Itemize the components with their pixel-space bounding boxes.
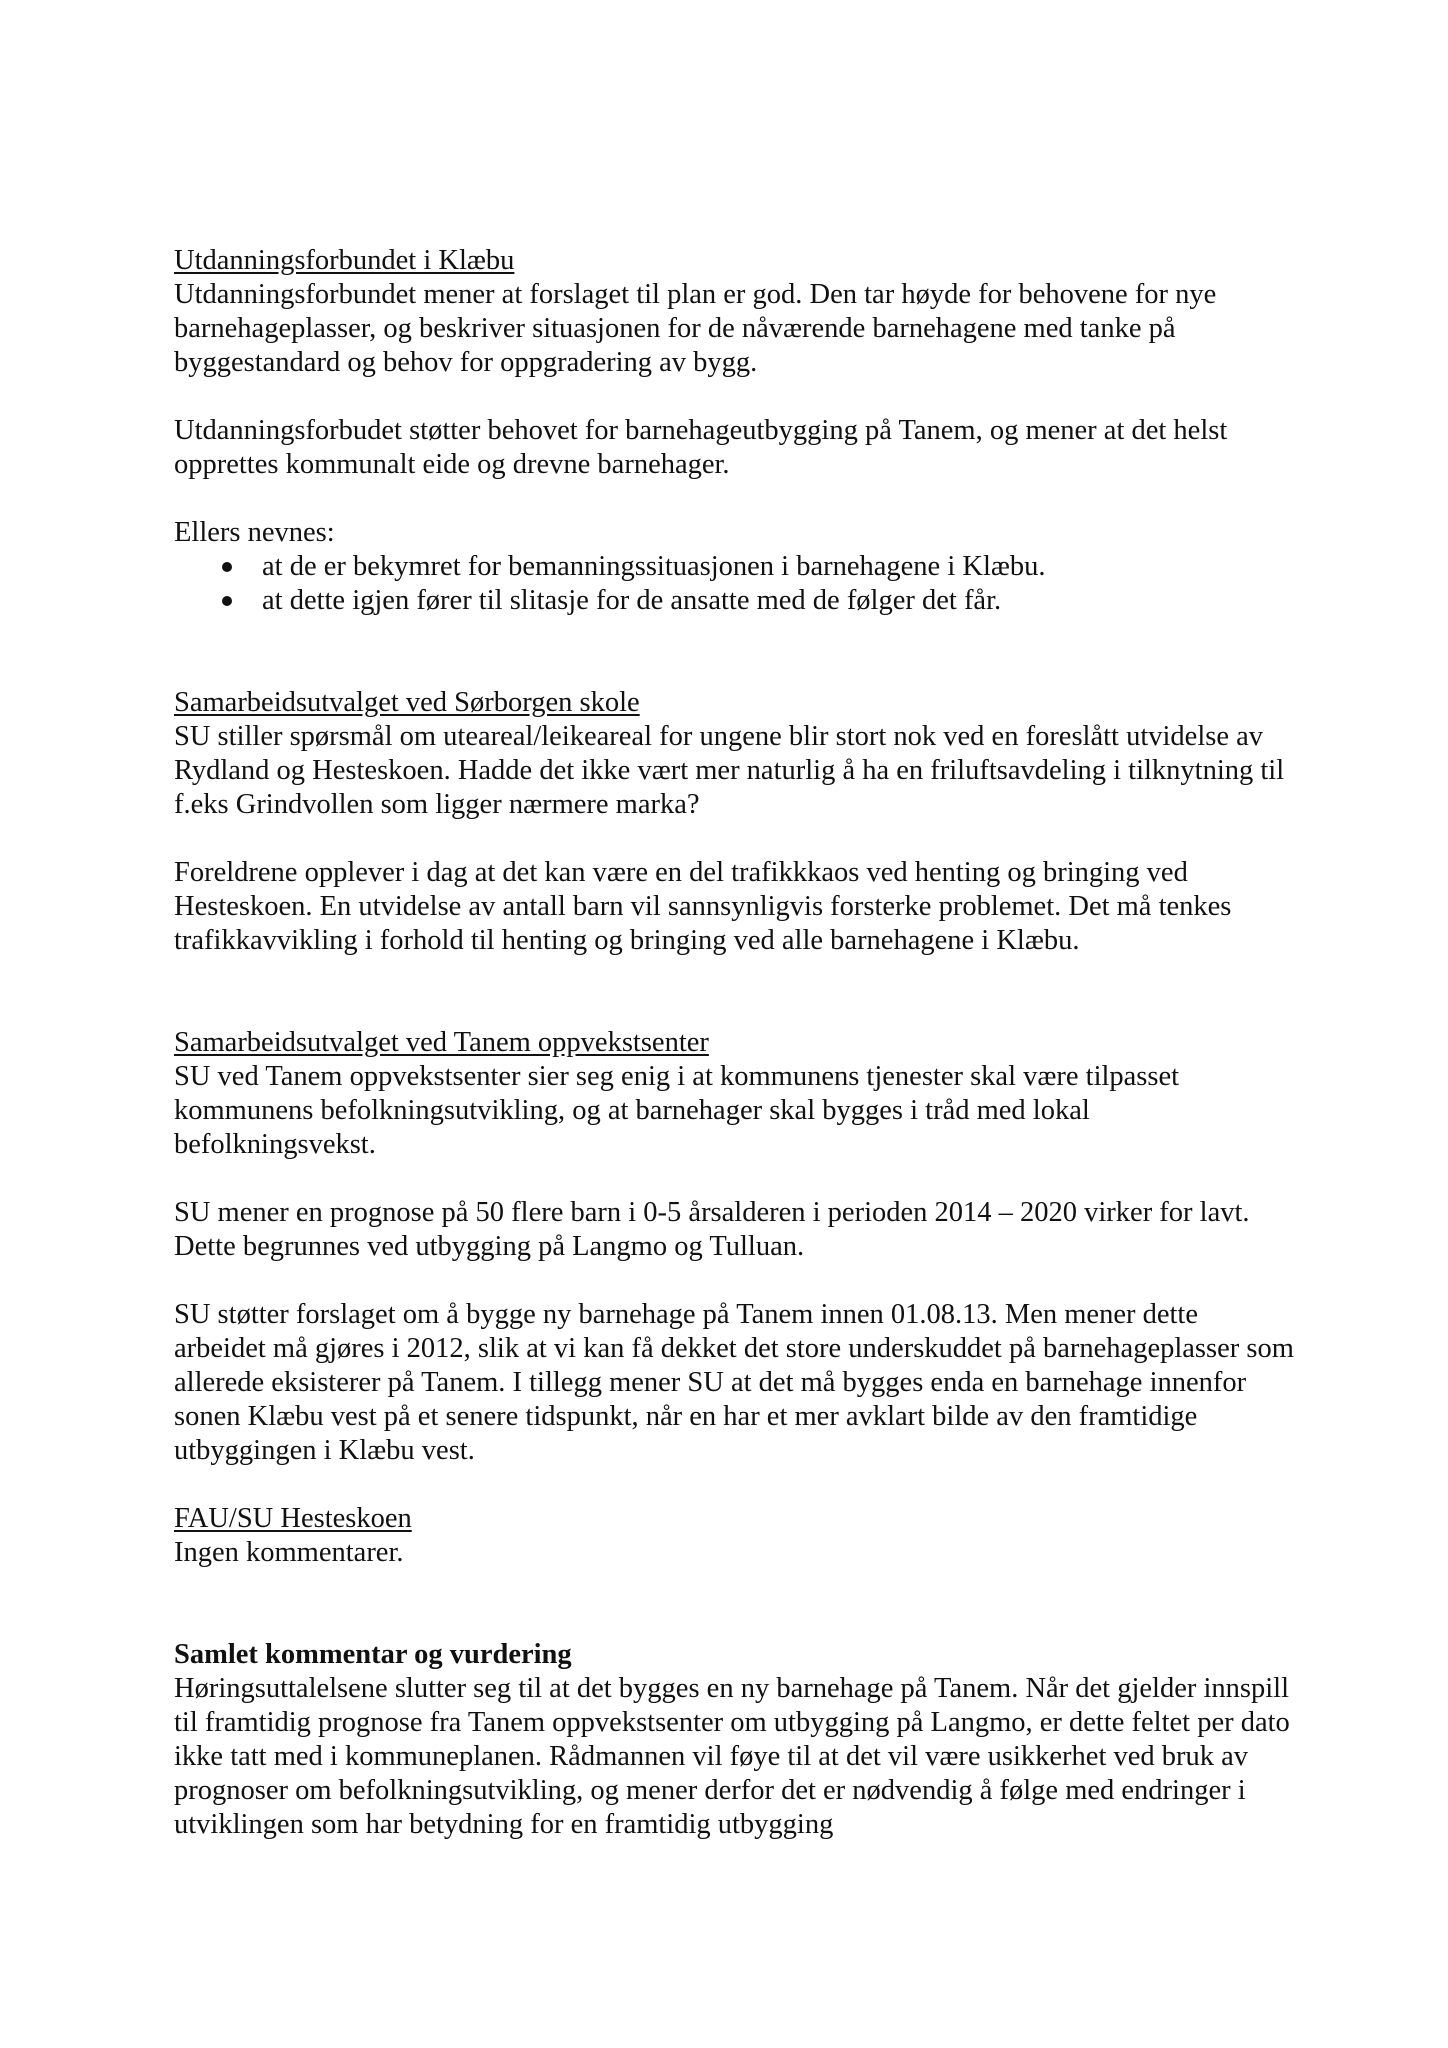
- list-item: [174, 550, 1294, 584]
- document-body: [174, 244, 1294, 1842]
- section-hesteskoen: [174, 1502, 1294, 1570]
- paragraph: SU stiller spørsmål om uteareal/leikeareal for ungene blir stort nok ved en foreslått utvidelse av Rydland og Hesteskoen. Hadde det ikke vært mer naturlig å ha en friluftsavdeling i tilknytning til f.eks Grindvollen som ligger nærmere marka?: [174, 721, 1285, 820]
- paragraph: Utdanningsforbundet mener at forslaget til plan er god. Den tar høyde for behovene for nye barnehageplasser, og beskriver situasjonen for de nåværende barnehagene med tanke på byggestandard og behov for oppgradering av bygg.: [174, 279, 1217, 378]
- list-item-text: at de er bekymret for bemanningssituasjonen i barnehagene i Klæbu.: [262, 551, 1046, 582]
- section-heading: FAU/SU Hesteskoen: [174, 1503, 412, 1534]
- paragraph: SU ved Tanem oppvekstsenter sier seg enig i at kommunens tjenester skal være tilpasset kommunens befolkningsutvikling, og at barnehager skal bygges i tråd med lokal befolkningsvekst.: [174, 1061, 1180, 1160]
- paragraph: Høringsuttalelsene slutter seg til at det bygges en ny barnehage på Tanem. Når det gjelder innspill til framtidig prognose fra Tanem oppvekstsenter om utbygging på Langmo, er dette feltet per dato ikke tatt med i kommuneplanen. Rådmannen vil føye til at det vil være usikkerhet ved bruk av prognoser om befolkningsutvikling, og mener derfor det er nødvendig å følge med endringer i utviklingen som har betydning for en framtidig utbygging: [174, 1673, 1290, 1840]
- list-item: [174, 584, 1294, 618]
- section-heading: Samarbeidsutvalget ved Tanem oppvekstsenter: [174, 1027, 709, 1058]
- section-heading: Samlet kommentar og vurdering: [174, 1639, 572, 1670]
- list-item-text: at dette igjen fører til slitasje for de ansatte med de følger det får.: [262, 585, 1002, 616]
- paragraph: Utdanningsforbudet støtter behovet for barnehageutbygging på Tanem, og mener at det helst opprettes kommunalt eide og drevne barnehager.: [174, 415, 1228, 480]
- paragraph: Foreldrene opplever i dag at det kan være en del trafikkkaos ved henting og bringing ved Hesteskoen. En utvidelse av antall barn vil sannsynligvis forsterke problemet. Det må tenkes trafikkavvikling i forhold til henting og bringing ved alle barnehagene i Klæbu.: [174, 857, 1232, 956]
- section-utdanningsforbundet: [174, 244, 1294, 618]
- paragraph: SU mener en prognose på 50 flere barn i 0-5 årsalderen i perioden 2014 – 2020 virker for lavt. Dette begrunnes ved utbygging på Langmo og Tulluan.: [174, 1197, 1250, 1262]
- section-samlet-kommentar: [174, 1638, 1294, 1842]
- section-sorborgen: [174, 686, 1294, 958]
- bullet-list: [174, 550, 1294, 618]
- bullet-icon: [222, 562, 232, 572]
- paragraph: Ingen kommentarer.: [174, 1537, 404, 1568]
- bullet-icon: [222, 596, 232, 606]
- section-heading: Utdanningsforbundet i Klæbu: [174, 245, 515, 276]
- section-heading: Samarbeidsutvalget ved Sørborgen skole: [174, 687, 640, 718]
- section-tanem: [174, 1026, 1294, 1468]
- list-intro: Ellers nevnes:: [174, 517, 335, 548]
- paragraph: SU støtter forslaget om å bygge ny barnehage på Tanem innen 01.08.13. Men mener dette arbeidet må gjøres i 2012, slik at vi kan få dekket det store underskuddet på barnehageplasser som allerede eksisterer på Tanem. I tillegg mener SU at det må bygges enda en barnehage innenfor sonen Klæbu vest på et senere tidspunkt, når en har et mer avklart bilde av den framtidige utbyggingen i Klæbu vest.: [174, 1299, 1294, 1466]
